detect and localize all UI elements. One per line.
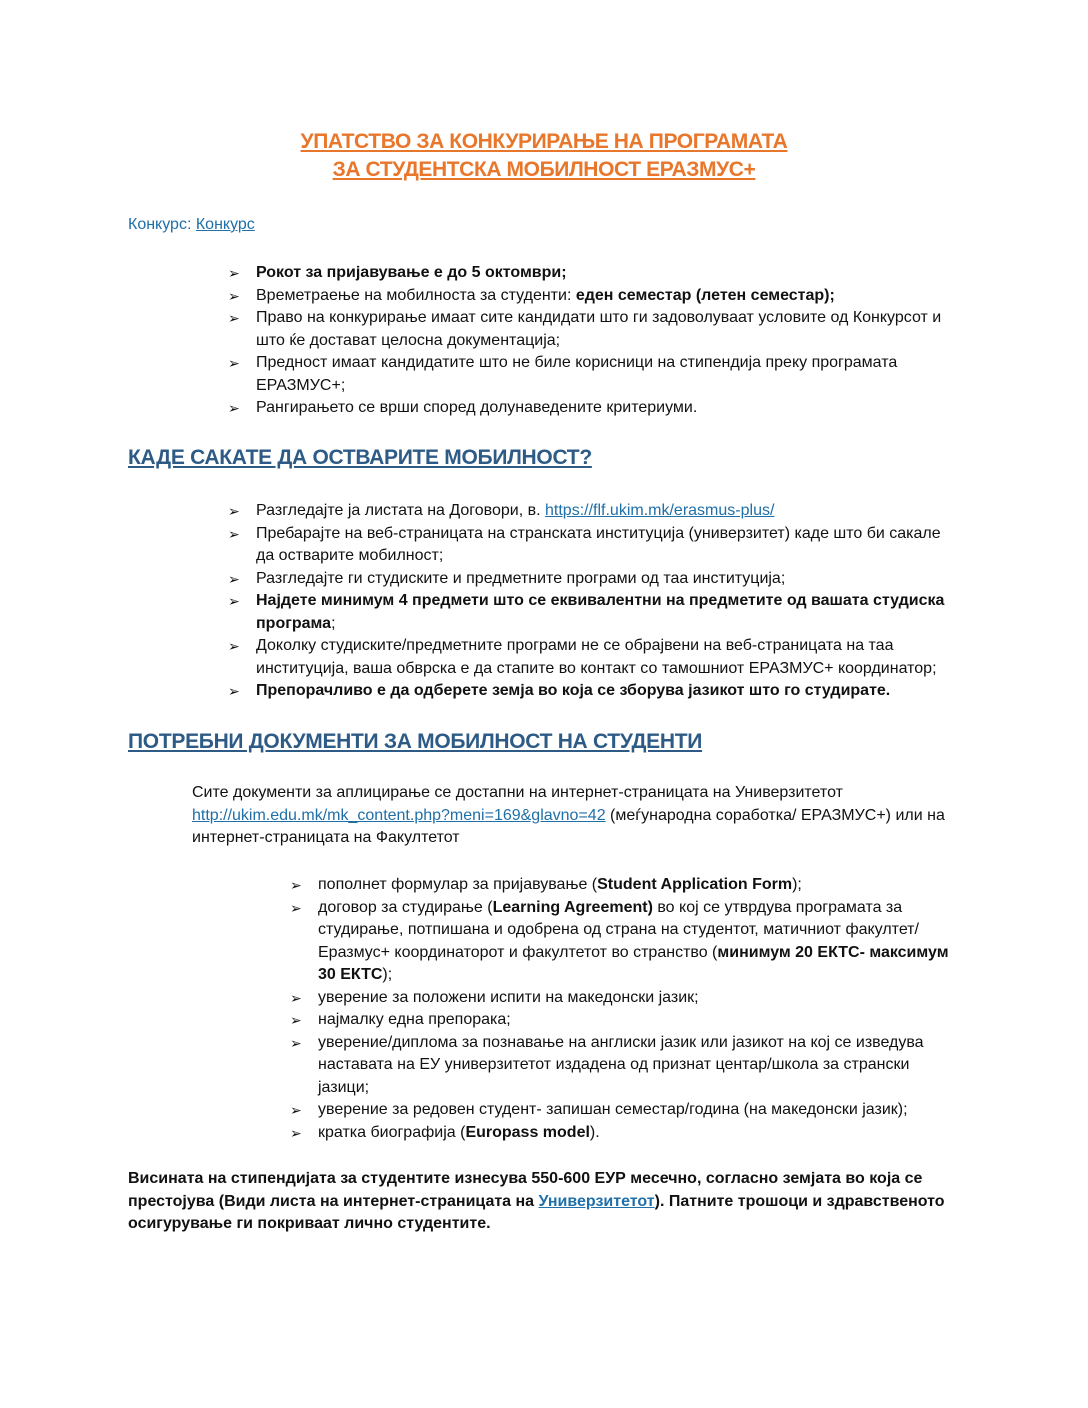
review-programs-text: Разгледајте ги студиските и предметните програми од таа институција;: [256, 569, 786, 587]
arrow-bullet-icon: ➢: [228, 355, 240, 371]
list-item: [228, 397, 958, 420]
arrow-bullet-icon: ➢: [290, 1034, 302, 1051]
arrow-bullet-icon: ➢: [228, 400, 240, 416]
contest-link[interactable]: Конкурс: [195, 216, 255, 233]
arrow-bullet-icon: ➢: [228, 503, 240, 519]
list-item: [290, 1099, 960, 1122]
doc-application-form-name: Student Application Form: [597, 876, 793, 893]
doc-ects-range: минимум 20 ЕКТС- максимум 30 ЕКТС: [318, 943, 949, 983]
doc-cv-text: кратка биографија (: [318, 1123, 466, 1141]
list-item: [290, 874, 960, 897]
find-subjects-text: Најдете минимум 4 предмети што се еквивалентни на предметите од вашата студиска програма: [256, 592, 945, 632]
intro-bullet-list: [228, 262, 958, 420]
list-item: [228, 568, 958, 591]
documents-intro-text: Сите документи за аплицирање се достапни на интернет-страницата на Универзитетот: [192, 784, 843, 801]
list-item: [290, 897, 960, 987]
arrow-bullet-icon: ➢: [228, 638, 240, 654]
list-item: [228, 262, 958, 285]
document-title-line-2: ЗА СТУДЕНТСКА МОБИЛНОСТ ЕРАЗМУС+: [332, 158, 756, 181]
arrow-bullet-icon: ➢: [228, 570, 240, 587]
doc-cv-model: Europass model: [465, 1123, 590, 1141]
deadline-text: Рокот за пријавување е до 5 октомври;: [256, 264, 567, 281]
section-heading-mobility: КАДЕ САКАТЕ ДА ОСТВАРИТЕ МОБИЛНОСТ?: [128, 446, 592, 469]
scholarship-tail: ). Патните трошоци и здравственото осигурување ги покриваат лично студентите.: [128, 1192, 945, 1232]
mobility-bullet-list: [228, 500, 958, 703]
documents-intro-tail: (меѓународна соработка/ ЕРАЗМУС+) или на интернет-страницата на Факултетот: [192, 806, 945, 846]
list-item: [290, 987, 960, 1010]
scholarship-text: Висината на стипендијата за студентите изнесува 550-600 ЕУР месечно, согласно земјата во која се престојува (Види листа на интернет-страницата на: [128, 1170, 923, 1210]
duration-label: Времетраење на мобилноста за студенти:: [256, 286, 576, 304]
documents-intro-paragraph: [192, 782, 962, 850]
priority-text: Предност имаат кандидатите што не биле корисници на стипендија преку програмата ЕРАЗМУС+;: [256, 354, 898, 394]
doc-application-form-tail: );: [792, 876, 802, 893]
erasmus-plus-link[interactable]: https://flf.ukim.mk/erasmus-plus/: [545, 502, 775, 519]
arrow-bullet-icon: ➢: [290, 1102, 302, 1118]
list-item: [228, 680, 958, 703]
list-item: [228, 590, 958, 635]
list-item: [228, 352, 958, 397]
university-link[interactable]: Универзитетот: [538, 1192, 655, 1210]
arrow-bullet-icon: ➢: [228, 593, 240, 609]
list-item: [290, 1032, 960, 1100]
language-recommendation-text: Препорачливо е да одберете земја во која се зборува јазикот што го студирате.: [256, 682, 891, 699]
documents-bullet-list: [290, 874, 960, 1144]
list-item: [290, 1122, 960, 1145]
doc-learning-agreement-tail: );: [382, 966, 393, 983]
ranking-text: Рангирањето се врши според долунаведените критериуми.: [256, 399, 698, 416]
arrow-bullet-icon: ➢: [228, 265, 240, 281]
ukim-erasmus-link[interactable]: http://ukim.edu.mk/mk_content.php?meni=169&glavno=42: [192, 806, 606, 824]
arrow-bullet-icon: ➢: [290, 1012, 302, 1028]
contest-label: Конкурс:: [128, 216, 196, 233]
doc-exams-certificate: уверение за положени испити на македонски јазик;: [318, 988, 699, 1006]
list-item: [228, 307, 958, 352]
arrow-bullet-icon: ➢: [290, 877, 302, 893]
doc-learning-agreement-name: Learning Agreement): [492, 898, 653, 916]
agreements-text: Разгледајте ја листата на Договори, в.: [256, 502, 546, 519]
list-item: [228, 285, 958, 308]
document-title-line-1: УПАТСТВО ЗА КОНКУРИРАЊЕ НА ПРОГРАМАТА: [300, 130, 788, 153]
list-item: [228, 523, 958, 568]
arrow-bullet-icon: ➢: [290, 1124, 302, 1141]
list-item: [228, 635, 958, 680]
find-subjects-tail: ;: [331, 614, 336, 632]
doc-cv-tail: ).: [589, 1123, 600, 1141]
contact-coordinator-text: Доколку студиските/предметните програми не се обрајвени на веб-страницата на таа институција, ваша обврска е да стапите во контакт со тамошниот ЕРАЗМУС+ координатор;: [256, 637, 937, 677]
doc-application-form-text: пополнет формулар за пријавување (: [318, 876, 598, 893]
arrow-bullet-icon: ➢: [290, 989, 302, 1006]
doc-learning-agreement-desc: во кој се утврдува програмата за студирање, потпишана и одобрена од страна на студентот, матичниот факултет/Еразмус+ координаторот и факултетот во странство (: [318, 898, 919, 961]
contest-line: [128, 216, 255, 234]
arrow-bullet-icon: ➢: [228, 525, 240, 542]
scholarship-paragraph: [128, 1168, 958, 1236]
arrow-bullet-icon: ➢: [228, 287, 240, 304]
list-item: [290, 1009, 960, 1032]
eligibility-text: Право на конкурирање имаат сите кандидати што ги задоволуваат условите од Конкурсот и што ќе доставaт целосна документација;: [256, 309, 942, 349]
doc-learning-agreement-text: договор за студирање (: [318, 898, 493, 916]
doc-student-status: уверение за редовен студент- запишан семестар/година (на македонски јазик);: [318, 1101, 908, 1118]
arrow-bullet-icon: ➢: [228, 683, 240, 699]
list-item: [228, 500, 958, 523]
section-heading-documents: ПОТРЕБНИ ДОКУМЕНТИ ЗА МОБИЛНОСТ НА СТУДЕНТИ: [128, 730, 703, 753]
arrow-bullet-icon: ➢: [290, 899, 302, 916]
doc-language-certificate: уверение/диплома за познавање на англиски јазик или јазикот на кој се изведува наставата на ЕУ универзитетот издадена од признат центар/школа за странски јазици;: [318, 1033, 924, 1096]
duration-value: еден семестар (летен семестар);: [575, 286, 835, 304]
search-institution-text: Пребарајте на веб-страницата на странската институција (универзитет) каде што би сакале да остварите мобилност;: [256, 524, 941, 564]
doc-recommendation: најмалку една препорака;: [318, 1011, 511, 1028]
arrow-bullet-icon: ➢: [228, 310, 240, 326]
